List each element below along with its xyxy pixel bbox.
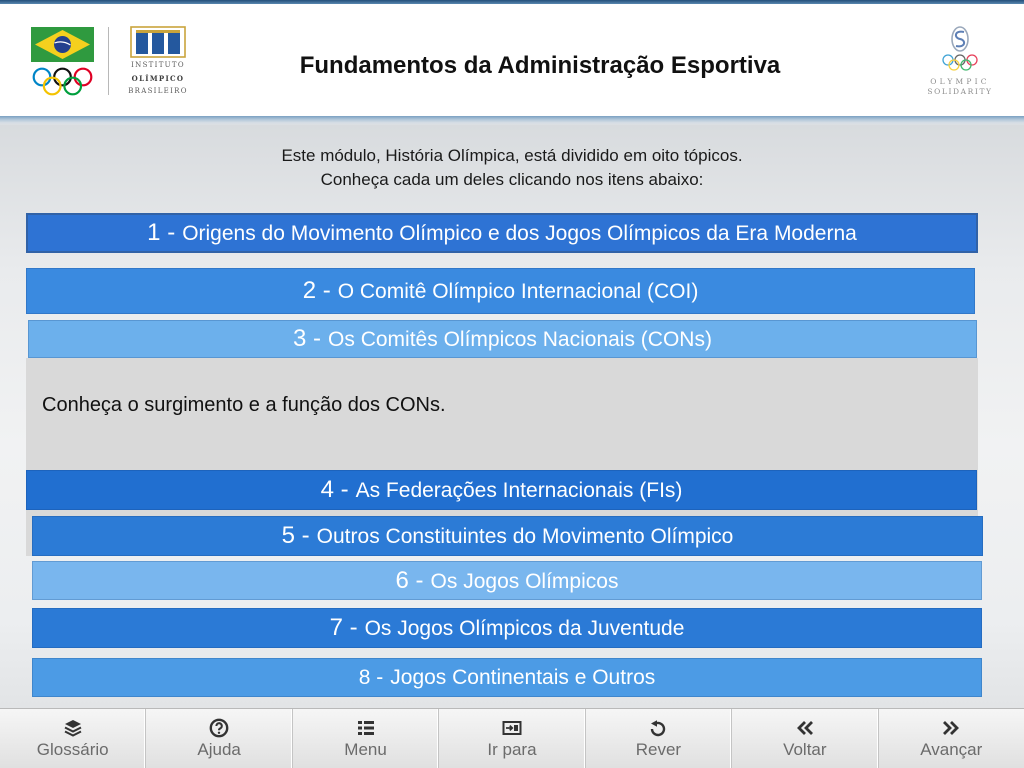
topic-1-text [147, 219, 857, 247]
topic-label: Os Jogos Olímpicos da Juventude [364, 617, 685, 640]
topic-6-text [396, 567, 619, 595]
solidarity-logo-line2: SOLIDARITY [927, 87, 993, 96]
topic-number: 6 - [395, 566, 424, 594]
topic-number: 5 - [281, 522, 310, 549]
forward-icon [941, 718, 961, 738]
topic-3-button[interactable] [28, 320, 977, 358]
replay-button[interactable] [586, 709, 732, 768]
topic-label: Outros Constituintes do Movimento Olímpico [316, 525, 734, 548]
iob-logo-line3: BRASILEIRO [128, 87, 188, 95]
back-label: Voltar [783, 740, 827, 759]
back-button[interactable] [732, 709, 878, 768]
topic-number: 4 - [320, 476, 349, 503]
topic-label: Jogos Continentais e Outros [390, 665, 656, 689]
menu-icon [356, 718, 376, 738]
topic-label: Os Jogos Olímpicos [430, 569, 619, 593]
back-icon [795, 718, 815, 738]
glossary-button[interactable] [0, 709, 146, 768]
replay-label: Rever [635, 740, 682, 759]
topic-7-button[interactable] [32, 608, 982, 648]
forward-button[interactable] [879, 709, 1024, 768]
header-separator [0, 116, 1024, 125]
intro-line-2: Conheça cada um deles clicando nos itens abaixo: [320, 170, 704, 189]
topic-5-button[interactable] [32, 516, 983, 556]
help-icon [209, 718, 229, 738]
goto-button[interactable] [439, 709, 585, 768]
topic-number: 7 - [329, 614, 358, 641]
intro-line-1: Este módulo, História Olímpica, está dividido em oito tópicos. [281, 146, 743, 165]
topic-8-text [359, 666, 656, 690]
topic-number: 1 - [147, 219, 176, 246]
topic-6-button[interactable] [32, 561, 982, 600]
topic-number: 2 - [302, 277, 331, 304]
olympic-solidarity-emblem [930, 24, 990, 74]
topic-number: 3 - [293, 325, 322, 352]
topic-8-button[interactable] [32, 658, 982, 697]
forward-label: Avançar [920, 740, 983, 759]
menu-button[interactable] [293, 709, 439, 768]
topic-7-text [330, 614, 685, 642]
help-label: Ajuda [197, 740, 241, 759]
topic-label: O Comitê Olímpico Internacional (COI) [337, 280, 699, 303]
glossary-label: Glossário [36, 740, 109, 759]
topic-3-text [293, 325, 712, 353]
goto-label: Ir para [487, 740, 537, 759]
goto-icon [502, 718, 522, 738]
module-intro [0, 144, 1024, 192]
page-title: Fundamentos da Administração Esportiva [299, 52, 781, 79]
brazil-olympic-committee-logo [30, 25, 96, 99]
help-button[interactable] [146, 709, 292, 768]
topic-4-text [321, 476, 683, 504]
layers-icon [63, 718, 83, 738]
topic-4-button[interactable] [26, 470, 977, 510]
topic-label: Os Comitês Olímpicos Nacionais (CONs) [328, 328, 712, 351]
bottom-navigation [0, 708, 1024, 768]
topic-1-button[interactable] [26, 213, 978, 253]
solidarity-logo-line1: OLYMPIC [930, 77, 990, 86]
topic-number: 8 - [358, 665, 384, 689]
menu-label: Menu [344, 740, 387, 759]
olympic-solidarity-logo [918, 24, 1002, 100]
iob-logo-line1: INSTITUTO [131, 61, 185, 69]
iob-logo-line2: OLÍMPICO [131, 74, 185, 83]
header-divider [108, 27, 109, 95]
topic-label: As Federações Internacionais (FIs) [355, 479, 683, 502]
replay-icon [648, 718, 668, 738]
topic-3-detail-text: Conheça o surgimento e a função dos CONs. [42, 394, 446, 416]
topic-2-text [303, 277, 699, 305]
topic-2-button[interactable] [26, 268, 975, 314]
topic-5-text [282, 522, 734, 550]
topic-label: Origens do Movimento Olímpico e dos Jogos Olímpicos da Era Moderna [182, 222, 857, 245]
